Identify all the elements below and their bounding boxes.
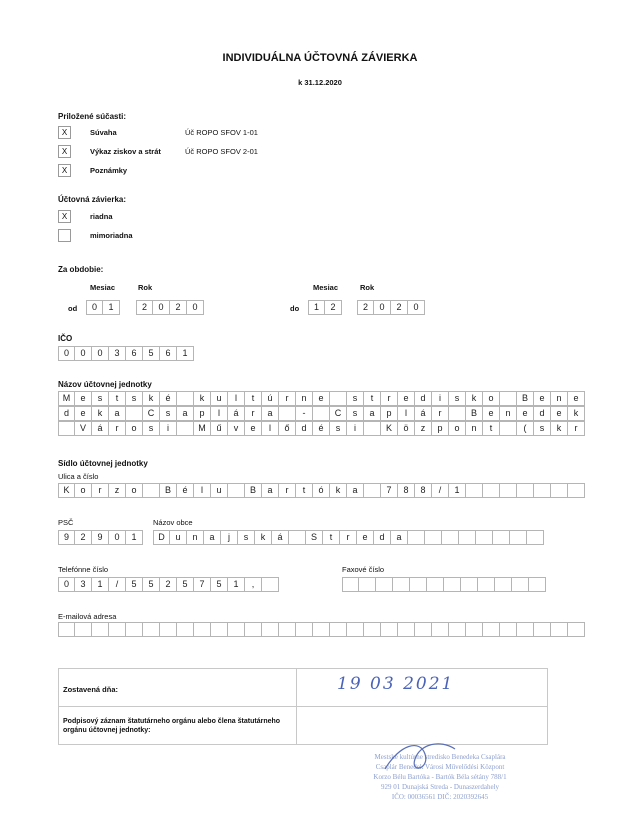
char-cell[interactable]: d [374, 530, 391, 545]
char-cell[interactable] [58, 622, 75, 637]
to-year-field[interactable] [357, 300, 425, 315]
char-cell[interactable]: l [211, 406, 228, 421]
char-cell[interactable]: 0 [75, 346, 92, 361]
char-cell[interactable]: 1 [308, 300, 325, 315]
stamp-line-3: Korzo Bélu Bartóka - Bartók Béla sétány 788/1 [373, 773, 507, 781]
char-cell[interactable]: ő [279, 421, 296, 436]
char-cell[interactable]: 0 [408, 300, 425, 315]
char-cell[interactable]: e [517, 406, 534, 421]
char-cell[interactable] [126, 406, 143, 421]
char-cell[interactable]: 5 [143, 577, 160, 592]
char-cell[interactable]: s [126, 391, 143, 406]
char-cell[interactable] [551, 483, 568, 498]
attachment-label: Poznámky [90, 166, 128, 175]
char-cell[interactable] [432, 622, 449, 637]
char-cell[interactable]: K [381, 421, 398, 436]
char-cell[interactable]: u [211, 483, 228, 498]
char-cell[interactable] [296, 622, 313, 637]
char-cell[interactable]: r [279, 391, 296, 406]
char-cell[interactable]: 2 [170, 300, 187, 315]
char-cell[interactable]: é [177, 483, 194, 498]
char-cell[interactable] [478, 577, 495, 592]
char-cell[interactable]: 5 [143, 346, 160, 361]
char-cell[interactable]: r [432, 406, 449, 421]
char-cell[interactable] [398, 622, 415, 637]
char-cell[interactable] [92, 622, 109, 637]
char-cell[interactable]: ű [211, 421, 228, 436]
char-cell[interactable] [279, 406, 296, 421]
char-cell[interactable] [410, 577, 427, 592]
char-cell[interactable]: 1 [103, 300, 120, 315]
char-cell[interactable]: o [449, 421, 466, 436]
attachment-checkbox[interactable]: X [58, 164, 71, 177]
char-cell[interactable]: r [568, 421, 585, 436]
char-cell[interactable]: n [296, 391, 313, 406]
char-cell[interactable]: e [75, 391, 92, 406]
char-cell[interactable]: s [160, 406, 177, 421]
sign-label: Podpisový záznam štatutárneho orgánu alebo člena štatutárneho orgánu účtovnej jednotky: [63, 718, 281, 734]
char-cell[interactable]: 0 [374, 300, 391, 315]
char-cell[interactable]: ( [517, 421, 534, 436]
char-cell[interactable]: s [347, 391, 364, 406]
char-cell[interactable]: k [551, 421, 568, 436]
char-cell[interactable] [427, 577, 444, 592]
char-cell[interactable]: C [143, 406, 160, 421]
char-cell[interactable] [534, 483, 551, 498]
char-cell[interactable]: k [194, 391, 211, 406]
statement-type-checkbox[interactable] [58, 229, 71, 242]
char-cell[interactable]: a [204, 530, 221, 545]
char-cell[interactable]: d [296, 421, 313, 436]
char-cell[interactable] [483, 622, 500, 637]
char-cell[interactable]: 1 [92, 577, 109, 592]
char-cell[interactable]: l [262, 421, 279, 436]
char-cell[interactable]: 3 [109, 346, 126, 361]
entity-name-label: Názov účtovnej jednotky [58, 380, 152, 389]
char-cell[interactable] [143, 622, 160, 637]
char-cell[interactable]: 1 [126, 530, 143, 545]
char-cell[interactable]: 0 [92, 346, 109, 361]
char-cell[interactable] [211, 622, 228, 637]
char-cell[interactable]: 3 [75, 577, 92, 592]
char-cell[interactable] [347, 622, 364, 637]
char-cell[interactable]: 1 [177, 346, 194, 361]
char-cell[interactable]: p [432, 421, 449, 436]
char-cell[interactable]: k [255, 530, 272, 545]
char-cell[interactable]: e [568, 391, 585, 406]
char-cell[interactable]: B [517, 391, 534, 406]
char-cell[interactable] [517, 622, 534, 637]
char-cell[interactable]: d [415, 391, 432, 406]
char-cell[interactable]: 0 [153, 300, 170, 315]
char-cell[interactable]: i [347, 421, 364, 436]
char-cell[interactable]: M [58, 391, 75, 406]
char-cell[interactable]: 0 [109, 530, 126, 545]
char-cell[interactable] [364, 622, 381, 637]
char-cell[interactable] [228, 483, 245, 498]
char-cell[interactable]: t [364, 391, 381, 406]
char-cell[interactable]: / [109, 577, 126, 592]
street-field[interactable] [58, 483, 585, 498]
char-cell[interactable]: 1 [449, 483, 466, 498]
char-cell[interactable]: t [109, 391, 126, 406]
char-cell[interactable]: a [177, 406, 194, 421]
char-cell[interactable] [444, 577, 461, 592]
char-cell[interactable]: e [551, 406, 568, 421]
from-year-label: Rok [138, 283, 153, 292]
char-cell[interactable]: á [92, 421, 109, 436]
statement-type-label: riadna [90, 212, 113, 221]
char-cell[interactable]: 0 [58, 577, 75, 592]
char-cell[interactable]: z [415, 421, 432, 436]
char-cell[interactable] [143, 483, 160, 498]
char-cell[interactable] [313, 622, 330, 637]
char-cell[interactable] [449, 622, 466, 637]
char-cell[interactable]: a [391, 530, 408, 545]
char-cell[interactable]: k [466, 391, 483, 406]
char-cell[interactable] [551, 622, 568, 637]
char-cell[interactable]: s [449, 391, 466, 406]
char-cell[interactable]: 6 [126, 346, 143, 361]
char-cell[interactable] [408, 530, 425, 545]
char-cell[interactable] [364, 483, 381, 498]
entity-name-row-3[interactable] [58, 421, 585, 436]
from-month-label: Mesiac [90, 283, 116, 292]
char-cell[interactable]: p [381, 406, 398, 421]
char-cell[interactable]: t [323, 530, 340, 545]
char-cell[interactable] [500, 421, 517, 436]
city-label: Názov obce [153, 518, 193, 527]
char-cell[interactable]: s [92, 391, 109, 406]
char-cell[interactable] [126, 622, 143, 637]
char-cell[interactable]: z [109, 483, 126, 498]
char-cell[interactable] [500, 483, 517, 498]
char-cell[interactable]: 9 [92, 530, 109, 545]
char-cell[interactable] [568, 622, 585, 637]
char-cell[interactable]: n [187, 530, 204, 545]
char-cell[interactable] [381, 622, 398, 637]
char-cell[interactable]: 0 [187, 300, 204, 315]
char-cell[interactable]: 7 [381, 483, 398, 498]
zip-label: PSČ [58, 518, 74, 527]
char-cell[interactable]: e [483, 406, 500, 421]
char-cell[interactable]: o [75, 483, 92, 498]
char-cell[interactable]: k [330, 483, 347, 498]
char-cell[interactable]: e [75, 406, 92, 421]
fax-label: Faxové číslo [342, 565, 385, 574]
char-cell[interactable] [262, 622, 279, 637]
char-cell[interactable]: ú [262, 391, 279, 406]
char-cell[interactable]: j [221, 530, 238, 545]
char-cell[interactable]: á [228, 406, 245, 421]
city-field[interactable] [153, 530, 544, 545]
attachment-checkbox[interactable]: X [58, 145, 71, 158]
fax-field[interactable] [342, 577, 546, 592]
statement-type-label: mimoriadna [90, 231, 133, 240]
email-field[interactable] [58, 622, 585, 637]
char-cell[interactable]: 5 [211, 577, 228, 592]
char-cell[interactable]: V [75, 421, 92, 436]
char-cell[interactable] [415, 622, 432, 637]
signature-table [58, 668, 548, 745]
char-cell[interactable]: l [228, 391, 245, 406]
char-cell[interactable]: 2 [357, 300, 374, 315]
char-cell[interactable]: 1 [228, 577, 245, 592]
char-cell[interactable] [512, 577, 529, 592]
char-cell[interactable] [262, 577, 279, 592]
char-cell[interactable]: a [109, 406, 126, 421]
char-cell[interactable]: é [313, 421, 330, 436]
char-cell[interactable] [510, 530, 527, 545]
char-cell[interactable] [442, 530, 459, 545]
char-cell[interactable]: d [534, 406, 551, 421]
page-title: INDIVIDUÁLNA ÚČTOVNÁ ZÁVIERKA [222, 52, 418, 64]
char-cell[interactable] [476, 530, 493, 545]
char-cell[interactable]: 8 [415, 483, 432, 498]
char-cell[interactable] [289, 530, 306, 545]
attachment-label: Súvaha [90, 128, 117, 137]
stamp-line-2: Csaplár Benedek Városi Művelődési Központ [375, 763, 505, 771]
char-cell[interactable]: s [347, 406, 364, 421]
char-cell[interactable]: 9 [58, 530, 75, 545]
char-cell[interactable] [58, 421, 75, 436]
char-cell[interactable] [500, 622, 517, 637]
char-cell[interactable] [194, 622, 211, 637]
stamp-line-4: 929 01 Dunajská Streda - Dunaszerdahely [381, 783, 499, 791]
char-cell[interactable] [393, 577, 410, 592]
ico-label: IČO [58, 334, 73, 343]
char-cell[interactable]: r [109, 421, 126, 436]
char-cell[interactable]: B [160, 483, 177, 498]
char-cell[interactable]: o [126, 483, 143, 498]
char-cell[interactable]: s [143, 421, 160, 436]
table-divider [296, 669, 297, 744]
from-month-field[interactable] [86, 300, 120, 315]
char-cell[interactable]: s [238, 530, 255, 545]
zip-field[interactable] [58, 530, 143, 545]
char-cell[interactable]: M [194, 421, 211, 436]
ico-field[interactable] [58, 346, 194, 361]
char-cell[interactable]: 0 [86, 300, 103, 315]
char-cell[interactable]: B [245, 483, 262, 498]
char-cell[interactable]: u [170, 530, 187, 545]
stamp-line-5: IČO: 00036561 DIČ: 2020392645 [391, 793, 489, 801]
char-cell[interactable] [449, 406, 466, 421]
char-cell[interactable]: 0 [58, 346, 75, 361]
char-cell[interactable] [330, 622, 347, 637]
char-cell[interactable]: 2 [325, 300, 342, 315]
char-cell[interactable]: k [568, 406, 585, 421]
char-cell[interactable] [177, 622, 194, 637]
char-cell[interactable]: ö [398, 421, 415, 436]
char-cell[interactable]: s [534, 421, 551, 436]
char-cell[interactable] [500, 391, 517, 406]
char-cell[interactable] [466, 622, 483, 637]
seat-heading: Sídlo účtovnej jednotky [58, 459, 148, 468]
attachment-checkbox[interactable]: X [58, 126, 71, 139]
char-cell[interactable] [109, 622, 126, 637]
char-cell[interactable]: n [466, 421, 483, 436]
char-cell[interactable]: i [432, 391, 449, 406]
char-cell[interactable]: á [272, 530, 289, 545]
char-cell[interactable]: o [126, 421, 143, 436]
char-cell[interactable]: u [211, 391, 228, 406]
char-cell[interactable]: k [143, 391, 160, 406]
phone-field[interactable] [58, 577, 279, 592]
attachments-heading: Priložené súčasti: [58, 112, 127, 121]
char-cell[interactable] [483, 483, 500, 498]
street-label: Ulica a číslo [58, 472, 99, 481]
to-label: do [290, 304, 300, 313]
char-cell[interactable]: s [330, 421, 347, 436]
statement-type-heading: Účtovná závierka: [58, 195, 127, 204]
char-cell[interactable]: r [245, 406, 262, 421]
char-cell[interactable]: - [296, 406, 313, 421]
char-cell[interactable]: e [313, 391, 330, 406]
char-cell[interactable] [228, 622, 245, 637]
compiled-label: Zostavená dňa: [63, 685, 119, 694]
official-stamp [330, 752, 550, 802]
stamp-line-1: Mestské kultúrne stredisko Benedeka Csaplára [374, 753, 506, 761]
char-cell[interactable] [461, 577, 478, 592]
char-cell[interactable] [517, 483, 534, 498]
char-cell[interactable] [245, 622, 262, 637]
char-cell[interactable] [529, 577, 546, 592]
char-cell[interactable] [279, 622, 296, 637]
char-cell[interactable]: é [160, 391, 177, 406]
char-cell[interactable]: d [58, 406, 75, 421]
char-cell[interactable]: e [245, 421, 262, 436]
char-cell[interactable]: 2 [160, 577, 177, 592]
char-cell[interactable]: / [432, 483, 449, 498]
char-cell[interactable]: p [194, 406, 211, 421]
char-cell[interactable]: i [160, 421, 177, 436]
char-cell[interactable] [330, 391, 347, 406]
attachment-code: Úč ROPO SFOV 2-01 [185, 147, 258, 156]
char-cell[interactable] [313, 406, 330, 421]
char-cell[interactable]: , [245, 577, 262, 592]
char-cell[interactable]: a [262, 483, 279, 498]
char-cell[interactable]: a [347, 483, 364, 498]
char-cell[interactable]: 2 [75, 530, 92, 545]
char-cell[interactable] [177, 391, 194, 406]
char-cell[interactable]: K [58, 483, 75, 498]
char-cell[interactable] [376, 577, 393, 592]
compiled-date-handwritten: 19 03 2021 [337, 674, 455, 694]
char-cell[interactable]: 5 [177, 577, 194, 592]
entity-name-row-2[interactable] [58, 406, 585, 421]
statement-type-checkbox[interactable]: X [58, 210, 71, 223]
attachment-label: Výkaz ziskov a strát [90, 147, 161, 156]
char-cell[interactable]: C [330, 406, 347, 421]
char-cell[interactable]: r [340, 530, 357, 545]
char-cell[interactable]: e [398, 391, 415, 406]
char-cell[interactable]: t [483, 421, 500, 436]
char-cell[interactable]: 6 [160, 346, 177, 361]
char-cell[interactable] [75, 622, 92, 637]
char-cell[interactable]: r [92, 483, 109, 498]
signature-scribble-icon [380, 734, 460, 784]
char-cell[interactable]: n [500, 406, 517, 421]
char-cell[interactable] [493, 530, 510, 545]
char-cell[interactable]: o [483, 391, 500, 406]
char-cell[interactable] [534, 622, 551, 637]
char-cell[interactable]: r [381, 391, 398, 406]
char-cell[interactable]: n [551, 391, 568, 406]
page-subtitle: k 31.12.2020 [298, 78, 342, 87]
char-cell[interactable] [160, 622, 177, 637]
char-cell[interactable]: D [153, 530, 170, 545]
char-cell[interactable] [466, 483, 483, 498]
to-year-label: Rok [360, 283, 375, 292]
char-cell[interactable]: S [306, 530, 323, 545]
attachment-code: Úč ROPO SFOV 1-01 [185, 128, 258, 137]
char-cell[interactable] [364, 421, 381, 436]
from-year-field[interactable] [136, 300, 204, 315]
char-cell[interactable]: 8 [398, 483, 415, 498]
char-cell[interactable] [568, 483, 585, 498]
char-cell[interactable] [527, 530, 544, 545]
char-cell[interactable]: B [466, 406, 483, 421]
char-cell[interactable]: t [245, 391, 262, 406]
char-cell[interactable]: l [194, 483, 211, 498]
char-cell[interactable]: l [398, 406, 415, 421]
char-cell[interactable] [342, 577, 359, 592]
char-cell[interactable]: 5 [126, 577, 143, 592]
char-cell[interactable] [425, 530, 442, 545]
char-cell[interactable]: e [357, 530, 374, 545]
entity-name-row-1[interactable] [58, 391, 585, 406]
char-cell[interactable] [495, 577, 512, 592]
char-cell[interactable]: v [228, 421, 245, 436]
char-cell[interactable]: a [262, 406, 279, 421]
char-cell[interactable]: 7 [194, 577, 211, 592]
char-cell[interactable] [359, 577, 376, 592]
char-cell[interactable]: 2 [136, 300, 153, 315]
char-cell[interactable]: r [279, 483, 296, 498]
char-cell[interactable]: e [534, 391, 551, 406]
email-label: E-mailová adresa [58, 612, 117, 621]
compiled-row [59, 669, 547, 707]
from-label: od [68, 304, 78, 313]
to-month-label: Mesiac [313, 283, 339, 292]
char-cell[interactable]: ó [313, 483, 330, 498]
char-cell[interactable] [177, 421, 194, 436]
period-heading: Za obdobie: [58, 265, 104, 274]
char-cell[interactable] [459, 530, 476, 545]
char-cell[interactable]: á [415, 406, 432, 421]
phone-label: Telefónne číslo [58, 565, 109, 574]
char-cell[interactable]: 2 [391, 300, 408, 315]
char-cell[interactable]: a [364, 406, 381, 421]
to-month-field[interactable] [308, 300, 342, 315]
char-cell[interactable]: t [296, 483, 313, 498]
char-cell[interactable]: k [92, 406, 109, 421]
